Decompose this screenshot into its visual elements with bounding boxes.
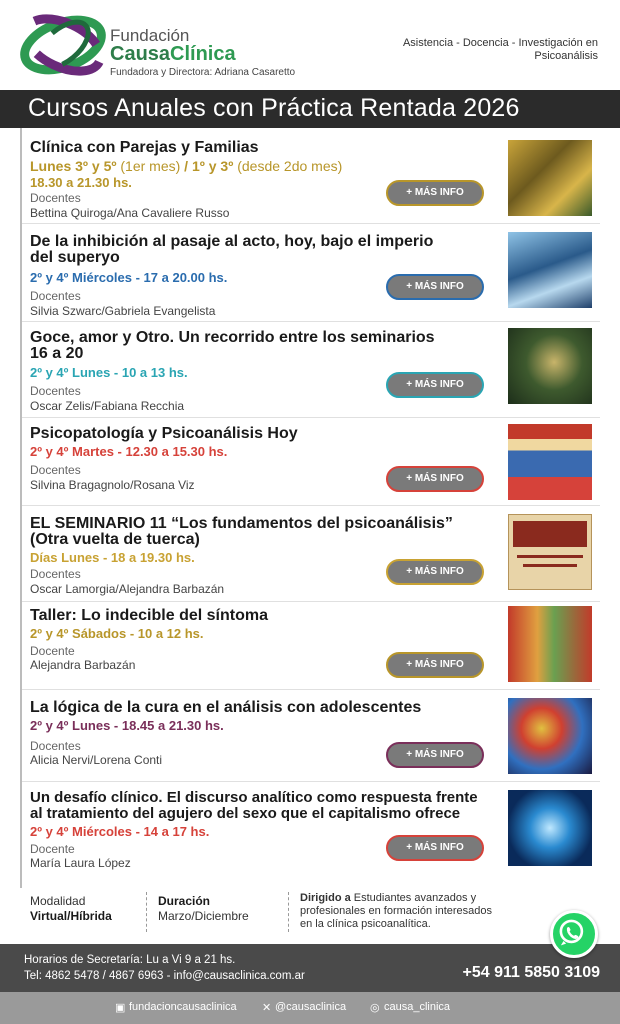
docentes-label: Docentes — [30, 191, 81, 205]
fundacion-logo-icon — [18, 12, 108, 78]
details-separator — [146, 892, 147, 932]
book-cover-rule — [523, 564, 577, 567]
course-title: La lógica de la cura en el análisis con adolescentes — [30, 699, 422, 716]
instagram-icon: ◎ — [370, 1002, 380, 1014]
schedule-part4: (desde 2do mes) — [233, 158, 343, 174]
course-schedule: 2º y 4º Miércoles - 17 a 20.00 hs. — [30, 270, 228, 285]
course-schedule: 2º y 4º Miércoles - 14 a 17 hs. — [30, 824, 210, 839]
puzzle-head-thumbnail — [508, 698, 592, 774]
tagline-line1: Asistencia - Docencia - Investigación en — [402, 37, 598, 49]
course-title-line2: del superyo — [30, 249, 120, 266]
banner-title: Cursos Anuales con Práctica Rentada 2026 — [28, 94, 520, 122]
more-info-button[interactable]: + MÁS INFO — [386, 466, 484, 492]
docentes-label: Docente — [30, 644, 75, 658]
tagline — [338, 37, 598, 63]
docentes-label: Docentes — [30, 289, 81, 303]
course-title: Psicopatología y Psicoanálisis Hoy — [30, 425, 298, 442]
docentes-label: Docentes — [30, 567, 81, 581]
x-handle[interactable]: @causaclinica — [275, 1001, 347, 1013]
lacan-book-cover-thumbnail — [508, 514, 592, 590]
docentes-names: María Laura López — [30, 856, 131, 870]
digital-brain-thumbnail — [508, 790, 592, 866]
docentes-names: Silvia Szwarc/Gabriela Evangelista — [30, 304, 216, 318]
schedule-part2: (1er mes) — [116, 158, 185, 174]
course-title-line1: Un desafío clínico. El discurso analítico como respuesta frente — [30, 789, 478, 806]
instagram-handle[interactable]: causa_clinica — [384, 1001, 451, 1013]
klimt-kiss-thumbnail — [508, 140, 592, 216]
title-banner — [0, 90, 620, 128]
course-title-line2: 16 a 20 — [30, 345, 84, 362]
facebook-handle[interactable]: fundacioncausaclinica — [129, 1001, 237, 1013]
docentes-names: Alicia Nervi/Lorena Conti — [30, 753, 163, 767]
course-item — [22, 782, 600, 882]
course-title: Clínica con Parejas y Familias — [30, 139, 259, 156]
tagline-line2: Psicoanálisis — [534, 50, 598, 62]
painting-thumbnail — [508, 606, 592, 682]
book-cover-rule — [517, 555, 583, 558]
modality-value: Virtual/Híbrida — [30, 909, 112, 923]
more-info-button[interactable]: + MÁS INFO — [386, 835, 484, 861]
course-item — [22, 418, 600, 506]
whatsapp-icon[interactable] — [550, 910, 598, 958]
psychoanalysis-comic-thumbnail — [508, 424, 592, 500]
target-audience-label: Dirigido a — [300, 892, 351, 904]
brand-name — [110, 43, 236, 66]
docentes-names: Oscar Zelis/Fabiana Recchia — [30, 399, 185, 413]
brand-name-part1: Causa — [110, 43, 171, 65]
duration-value: Marzo/Diciembre — [158, 909, 249, 923]
more-info-button[interactable]: + MÁS INFO — [386, 274, 484, 300]
docentes-label: Docente — [30, 842, 75, 856]
more-info-button[interactable]: + MÁS INFO — [386, 372, 484, 398]
course-item — [22, 224, 600, 322]
course-hours: 18.30 a 21.30 hs. — [30, 175, 132, 190]
course-title-line1: Goce, amor y Otro. Un recorrido entre los seminarios — [30, 329, 435, 346]
course-schedule: 2º y 4º Sábados - 10 a 12 hs. — [30, 626, 204, 641]
target-audience — [300, 892, 550, 931]
whatsapp-glyph — [553, 913, 595, 955]
facebook-icon: ▣ — [115, 1002, 126, 1014]
course-schedule: Días Lunes - 18 a 19.30 hs. — [30, 550, 195, 565]
course-item — [22, 322, 600, 418]
details-separator — [288, 892, 289, 932]
docentes-label: Docentes — [30, 384, 81, 398]
x-icon: ✕ — [262, 1002, 272, 1014]
book-cover-band — [513, 521, 587, 547]
course-item — [22, 128, 600, 224]
brand-line1: Fundación — [110, 26, 190, 45]
course-title-line2: (Otra vuelta de tuerca) — [30, 531, 200, 548]
docentes-names: Oscar Lamorgia/Alejandra Barbazán — [30, 582, 225, 596]
target-audience-text1: Estudiantes avanzados y — [350, 892, 477, 904]
course-schedule: 2º y 4º Lunes - 18.45 a 21.30 hs. — [30, 718, 224, 733]
course-schedule — [30, 158, 342, 174]
course-title-line2: al tratamiento del agujero del sexo que el capitalismo ofrece — [30, 805, 461, 822]
painting-thumbnail — [508, 232, 592, 308]
painting-thumbnail — [508, 328, 592, 404]
office-hours: Horarios de Secretaría: Lu a Vi 9 a 21 hs. — [24, 954, 236, 966]
brand-name-part2: Clínica — [170, 43, 236, 65]
brand-director: Fundadora y Directora: Adriana Casaretto — [110, 67, 296, 78]
target-audience-line3: en la clínica psicoanalítica. — [300, 918, 431, 930]
target-audience-line2: profesionales en formación interesados — [300, 905, 493, 917]
more-info-button[interactable]: + MÁS INFO — [386, 559, 484, 585]
schedule-part3: / 1º y 3º — [184, 158, 234, 174]
docentes-names: Alejandra Barbazán — [30, 658, 136, 672]
course-title-line1: EL SEMINARIO 11 “Los fundamentos del psicoanálisis” — [30, 515, 453, 532]
course-item — [22, 602, 600, 690]
docentes-label: Docentes — [30, 739, 81, 753]
course-item — [22, 690, 600, 782]
course-item — [22, 506, 600, 602]
course-details — [0, 888, 620, 944]
more-info-button[interactable]: + MÁS INFO — [386, 652, 484, 678]
more-info-button[interactable]: + MÁS INFO — [386, 180, 484, 206]
contact-line[interactable]: Tel: 4862 5478 / 4867 6963 - info@causaclinica.com.ar — [24, 970, 305, 982]
social-bar — [0, 992, 620, 1024]
course-title-line1: De la inhibición al pasaje al acto, hoy, bajo el imperio — [30, 233, 434, 250]
modality-label: Modalidad — [30, 894, 86, 908]
header — [0, 0, 620, 90]
contact-footer — [0, 944, 620, 992]
course-title: Taller: Lo indecible del síntoma — [30, 607, 268, 624]
docentes-names: Bettina Quiroga/Ana Cavaliere Russo — [30, 206, 230, 220]
schedule-part1: Lunes 3º y 5º — [30, 158, 117, 174]
course-schedule: 2º y 4º Martes - 12.30 a 15.30 hs. — [30, 444, 228, 459]
duration-label: Duración — [158, 894, 211, 908]
docentes-label: Docentes — [30, 463, 81, 477]
docentes-names: Silvina Bragagnolo/Rosana Viz — [30, 478, 195, 492]
whatsapp-phone[interactable]: +54 911 5850 3109 — [462, 964, 600, 981]
more-info-button[interactable]: + MÁS INFO — [386, 742, 484, 768]
course-schedule: 2º y 4º Lunes - 10 a 13 hs. — [30, 365, 188, 380]
target-audience-line1 — [300, 892, 550, 905]
